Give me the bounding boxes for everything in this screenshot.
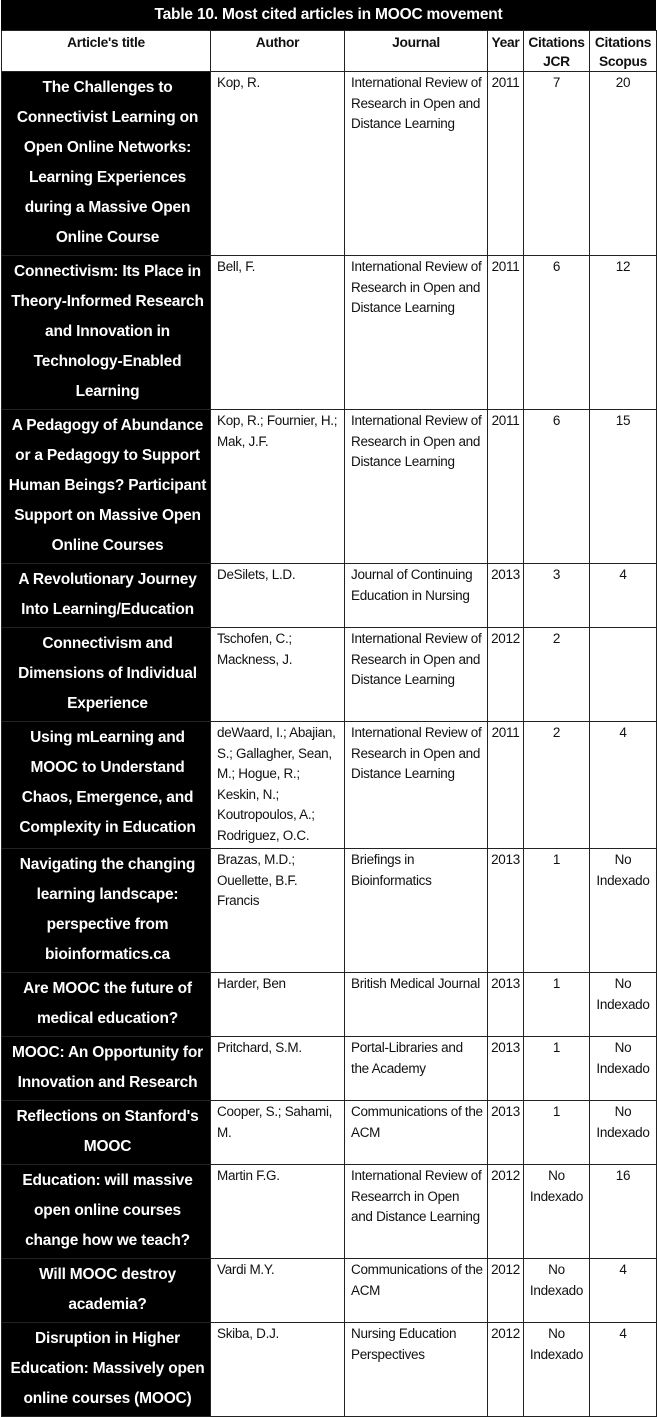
cell-jcr: 1 xyxy=(524,1037,590,1101)
header-author: Author xyxy=(211,31,345,72)
cell-author: Martin F.G. xyxy=(211,1165,345,1259)
cell-year: 2013 xyxy=(488,849,524,973)
cell-scopus: 4 xyxy=(590,564,657,628)
cell-jcr: 7 xyxy=(524,72,590,256)
cell-scopus: 12 xyxy=(590,256,657,410)
cell-scopus: No Indexado xyxy=(590,1037,657,1101)
table-row xyxy=(2,628,657,722)
cell-journal: Communications of the ACM xyxy=(345,1101,488,1165)
table-row xyxy=(2,973,657,1037)
cell-author: Bell, F. xyxy=(211,256,345,410)
header-row xyxy=(2,31,657,72)
header-year: Year xyxy=(488,31,524,72)
table-row xyxy=(2,72,657,256)
cell-year: 2011 xyxy=(488,72,524,256)
table-row xyxy=(2,849,657,973)
cell-year: 2011 xyxy=(488,256,524,410)
cell-journal: Communications of the ACM xyxy=(345,1259,488,1323)
header-citations-scopus: Citations Scopus xyxy=(590,31,657,72)
table-row xyxy=(2,256,657,410)
cell-journal: Nursing Education Perspectives xyxy=(345,1323,488,1417)
cell-title: Reflections on Stanford's MOOC xyxy=(2,1101,211,1165)
cell-title: Navigating the changing learning landscape: perspective from bioinformatics.ca xyxy=(2,849,211,973)
cell-year: 2012 xyxy=(488,628,524,722)
cell-scopus: 4 xyxy=(590,722,657,849)
cell-author: Cooper, S.; Sahami, M. xyxy=(211,1101,345,1165)
cell-title: A Pedagogy of Abundance or a Pedagogy to Support Human Beings? Participant Support on Massive Open Online Courses xyxy=(2,410,211,564)
cell-author: Kop, R. xyxy=(211,72,345,256)
cell-scopus: No Indexado xyxy=(590,849,657,973)
cell-jcr: No Indexado xyxy=(524,1165,590,1259)
cell-journal: International Review of Research in Open and Distance Learning xyxy=(345,72,488,256)
cell-jcr: No Indexado xyxy=(524,1323,590,1417)
cell-year: 2013 xyxy=(488,564,524,628)
cell-scopus: 4 xyxy=(590,1259,657,1323)
table-row xyxy=(2,1101,657,1165)
cell-title: Connectivism and Dimensions of Individual Experience xyxy=(2,628,211,722)
cell-jcr: 2 xyxy=(524,722,590,849)
table-row xyxy=(2,722,657,849)
cell-scopus: 4 xyxy=(590,1323,657,1417)
cell-author: Brazas, M.D.; Ouellette, B.F. Francis xyxy=(211,849,345,973)
cell-journal: British Medical Journal xyxy=(345,973,488,1037)
table-row xyxy=(2,1165,657,1259)
cell-author: Vardi M.Y. xyxy=(211,1259,345,1323)
cell-title: A Revolutionary Journey Into Learning/Education xyxy=(2,564,211,628)
cell-year: 2012 xyxy=(488,1323,524,1417)
cell-year: 2013 xyxy=(488,973,524,1037)
cell-scopus xyxy=(590,628,657,722)
cell-journal: International Review of Research in Open and Distance Learning xyxy=(345,256,488,410)
cell-jcr: 2 xyxy=(524,628,590,722)
cell-journal: Briefings in Bioinformatics xyxy=(345,849,488,973)
cell-year: 2011 xyxy=(488,722,524,849)
cell-year: 2012 xyxy=(488,1165,524,1259)
cell-jcr: 3 xyxy=(524,564,590,628)
table-row xyxy=(2,1259,657,1323)
cell-author: deWaard, I.; Abajian, S.; Gallagher, Sean, M.; Hogue, R.; Keskin, N.; Koutropoulos, A.; Rodriguez, O.C. xyxy=(211,722,345,849)
table-container xyxy=(1,0,656,1417)
table-title: Table 10. Most cited articles in MOOC movement xyxy=(1,0,656,30)
cell-journal: Journal of Continuing Education in Nursing xyxy=(345,564,488,628)
cell-journal: International Review of Research in Open and Distance Learning xyxy=(345,722,488,849)
cell-scopus: No Indexado xyxy=(590,1101,657,1165)
table-row xyxy=(2,1037,657,1101)
cell-author: Harder, Ben xyxy=(211,973,345,1037)
cell-journal: Portal-Libraries and the Academy xyxy=(345,1037,488,1101)
table-row xyxy=(2,564,657,628)
cell-year: 2013 xyxy=(488,1101,524,1165)
cell-scopus: 16 xyxy=(590,1165,657,1259)
cell-title: Using mLearning and MOOC to Understand Chaos, Emergence, and Complexity in Education xyxy=(2,722,211,849)
cell-scopus: 20 xyxy=(590,72,657,256)
header-title: Article's title xyxy=(2,31,211,72)
cell-title: MOOC: An Opportunity for Innovation and Research xyxy=(2,1037,211,1101)
cell-jcr: 1 xyxy=(524,973,590,1037)
cell-author: Pritchard, S.M. xyxy=(211,1037,345,1101)
header-journal: Journal xyxy=(345,31,488,72)
cell-author: DeSilets, L.D. xyxy=(211,564,345,628)
cell-journal: International Review of Research in Open and Distance Learning xyxy=(345,628,488,722)
cell-title: Are MOOC the future of medical education? xyxy=(2,973,211,1037)
cell-jcr: No Indexado xyxy=(524,1259,590,1323)
cell-year: 2011 xyxy=(488,410,524,564)
cell-title: Education: will massive open online courses change how we teach? xyxy=(2,1165,211,1259)
cell-title: Connectivism: Its Place in Theory-Informed Research and Innovation in Technology-Enabled Learning xyxy=(2,256,211,410)
cell-scopus: 15 xyxy=(590,410,657,564)
citations-table xyxy=(1,30,657,1417)
cell-year: 2013 xyxy=(488,1037,524,1101)
cell-journal: International Review of Researrch in Open and Distance Learning xyxy=(345,1165,488,1259)
cell-jcr: 6 xyxy=(524,410,590,564)
cell-title: Will MOOC destroy academia? xyxy=(2,1259,211,1323)
header-citations-jcr: Citations JCR xyxy=(524,31,590,72)
cell-jcr: 1 xyxy=(524,849,590,973)
cell-jcr: 1 xyxy=(524,1101,590,1165)
cell-title: Disruption in Higher Education: Massively open online courses (MOOC) xyxy=(2,1323,211,1417)
cell-scopus: No Indexado xyxy=(590,973,657,1037)
cell-year: 2012 xyxy=(488,1259,524,1323)
table-row xyxy=(2,1323,657,1417)
table-row xyxy=(2,410,657,564)
cell-author: Tschofen, C.; Mackness, J. xyxy=(211,628,345,722)
cell-author: Kop, R.; Fournier, H.; Mak, J.F. xyxy=(211,410,345,564)
cell-author: Skiba, D.J. xyxy=(211,1323,345,1417)
cell-title: The Challenges to Connectivist Learning on Open Online Networks: Learning Experiences during a Massive Open Online Course xyxy=(2,72,211,256)
cell-jcr: 6 xyxy=(524,256,590,410)
cell-journal: International Review of Research in Open and Distance Learning xyxy=(345,410,488,564)
